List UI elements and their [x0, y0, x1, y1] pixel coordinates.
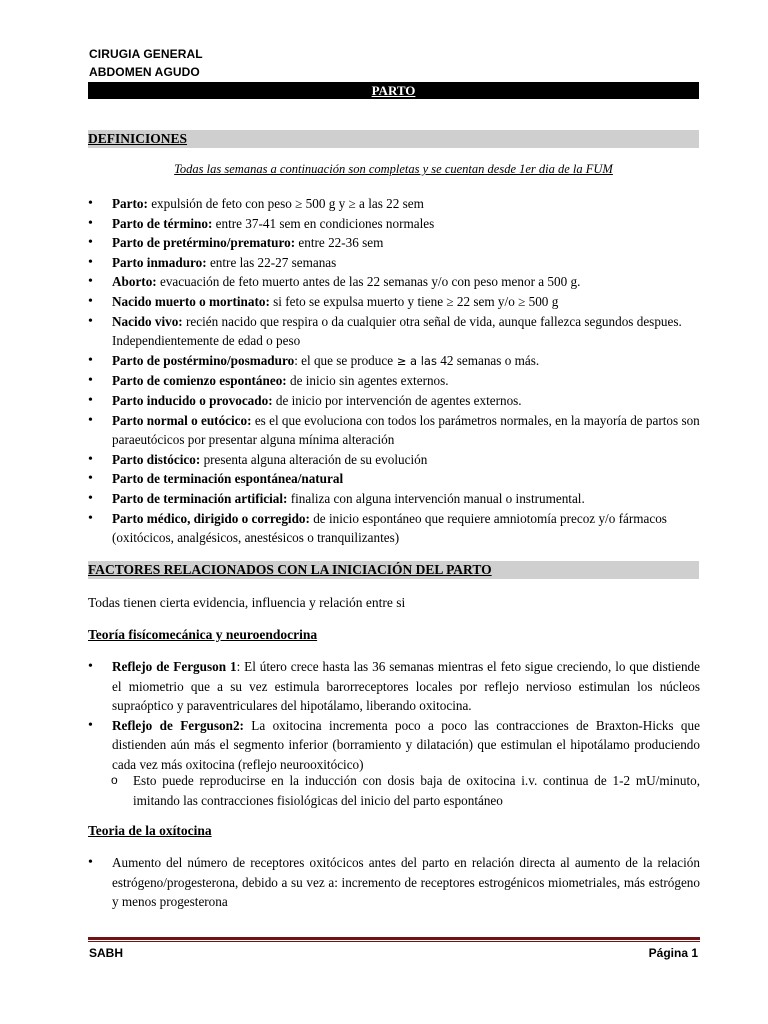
definition: entre 22-36 sem [295, 235, 384, 251]
sublist-container [88, 771, 700, 810]
list-item [88, 469, 700, 489]
definition: finaliza con alguna intervención manual o instrumental. [287, 490, 585, 506]
term: Parto de pretérmino/prematuro: [112, 235, 296, 251]
definition: de inicio por intervención de agentes externos. [272, 392, 522, 408]
factores-intro: Todas tienen cierta evidencia, influencia y relación entre si [88, 595, 406, 610]
term: Parto: [112, 196, 148, 211]
term: Parto de término: [112, 215, 213, 231]
list-item [88, 272, 700, 292]
term: Nacido vivo: [112, 313, 183, 329]
oxitocina-list [88, 853, 700, 912]
list-item [88, 312, 700, 351]
term: Parto inducido o provocado: [112, 392, 273, 408]
definiciones-intro: Todas las semanas a continuación son completas y se cuentan desde 1er dia de la FUM [174, 162, 613, 176]
page-number: Página 1 [648, 946, 698, 960]
page-title: PARTO [88, 82, 699, 99]
term: Reflejo de Ferguson2: [112, 717, 244, 733]
list-item [88, 214, 700, 234]
definition: de inicio sin agentes externos. [286, 373, 449, 389]
definition: La oxitocina incrementa poco a poco las contracciones de Braxton-Hicks que distienden aún más el segmento inferior (borramiento y dilatación) que estimulan el hipotálamo produciendo cada vez más oxitocina (reflejo neurooxitócico) [112, 717, 700, 772]
section-heading-text: FACTORES RELACIONADOS CON LA INICIACIÓN DEL PARTO [88, 562, 492, 577]
footer-rule-thin [88, 941, 700, 942]
subheading-teoria-oxitocina: Teoria de la oxítocina [88, 823, 212, 838]
definition: expulsión de feto con peso ≥ 500 g y ≥ a las 22 sem [147, 196, 424, 211]
term: Parto de terminación artificial: [112, 490, 288, 506]
ferguson-sublist [88, 771, 700, 810]
ferguson-sublist-wrapper [88, 771, 700, 810]
list-item [88, 351, 700, 372]
definition: entre 37-41 sem en condiciones normales [212, 215, 435, 231]
term: Parto de postérmino/posmaduro [112, 352, 295, 368]
definition: : El útero crece hasta las 36 semanas mientras el feto sigue creciendo, lo que distiende el miometrio que a su vez estimula barorreceptores locales por reflejo nervioso estimulan los núcleos supraóptico y paraventriculares del hipotálamo, liberando oxitocina. [112, 659, 700, 714]
definition: de inicio espontáneo que requiere amniotomía precoz y/o fármacos (oxitócicos, analgésicos, anestésicos o tranquilizantes) [112, 510, 667, 546]
definition: entre las 22-27 semanas [206, 254, 337, 270]
term: Parto de comienzo espontáneo: [112, 373, 287, 389]
list-item [88, 450, 700, 470]
definition: es el que evoluciona con todos los parámetros normales, en la mayoría de partos son paraeutócicos por presentar alguna mínima alteración [112, 412, 700, 448]
definition: si feto se expulsa muerto y tiene ≥ 22 sem y/o ≥ 500 g [269, 293, 559, 309]
definition: evacuación de feto muerto antes de las 22 semanas y/o con peso menor a 500 g. [156, 274, 581, 290]
definition: presenta alguna alteración de su evolución [200, 451, 428, 467]
footer-author: SABH [89, 946, 124, 960]
list-item [88, 716, 700, 775]
list-item [88, 371, 700, 391]
list-item: • Aumento del número de receptores oxitócicos antes del parto en relación directa al aumento de la relación estrógeno/progesterona, debido a su vez a: incremento de receptores estrogénicos miometriales, más estrógeno y menos progesterona [88, 853, 700, 912]
term: Parto inmaduro: [112, 254, 207, 270]
definition: : el que se produce [294, 352, 394, 368]
term: Reflejo de Ferguson 1 [112, 659, 237, 674]
list-item [88, 509, 700, 548]
sublist-item: o Esto puede reproducirse en la inducción con dosis baja de oxitocina i.v. continua de 1-2 mU/minuto, imitando las contracciones fisiológicas del inicio del parto espontáneo [88, 771, 700, 810]
term: Parto médico, dirigido o corregido: [112, 510, 310, 526]
ferguson-list [88, 657, 700, 775]
list-item [88, 253, 700, 273]
section-heading-factores [88, 561, 699, 579]
header-topic: ABDOMEN AGUDO [89, 65, 200, 79]
list-item [88, 194, 700, 214]
term: Parto de terminación espontánea/natural [112, 471, 344, 487]
definitions-list [88, 194, 700, 548]
list-item [88, 411, 700, 450]
subheading-teoria-fisicomecanica: Teoría fisícomecánica y neuroendocrina [88, 627, 318, 642]
term: Nacido muerto o mortinato: [112, 293, 270, 309]
section-heading-text: DEFINICIONES [88, 131, 188, 146]
list-item [88, 292, 700, 312]
list-item [88, 489, 700, 509]
definition-tail: 42 semanas o más. [436, 352, 540, 368]
list-item [88, 233, 700, 253]
footer-rule [88, 937, 700, 940]
list-item [88, 657, 700, 716]
section-heading-definiciones [88, 130, 699, 148]
list-item [88, 391, 700, 411]
header-subject: CIRUGIA GENERAL [89, 47, 203, 61]
definition-symbol: ≥ a las [393, 353, 437, 368]
term: Parto distócico: [112, 451, 201, 467]
term: Parto normal o eutócico: [112, 412, 252, 428]
term: Aborto: [112, 274, 157, 290]
definition: recién nacido que respira o da cualquier otra señal de vida, aunque fallezca segundos despues. Independientemente de edad o peso [112, 313, 682, 349]
